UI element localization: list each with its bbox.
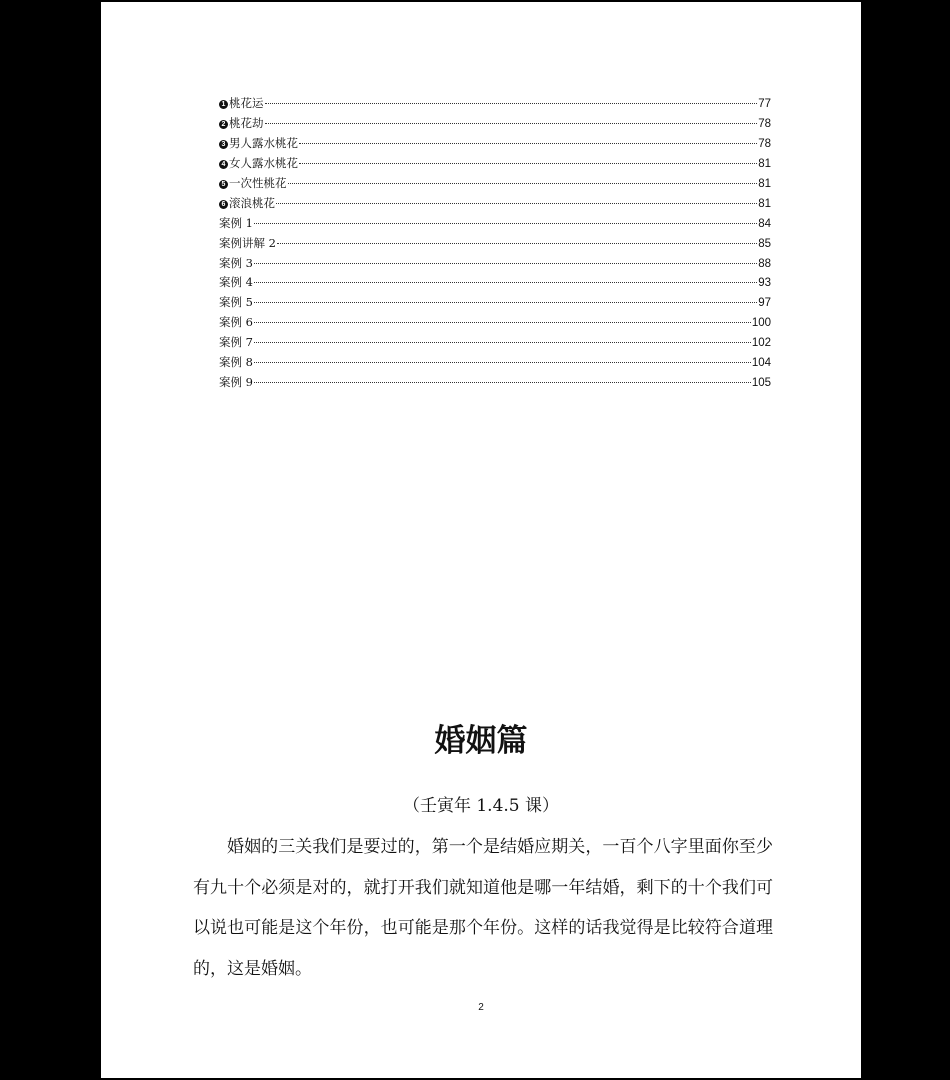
toc-dot-leader — [265, 103, 758, 104]
toc-dot-leader — [254, 223, 757, 224]
toc-entry-title: 案例 6 — [219, 315, 253, 330]
toc-entry[interactable] — [219, 274, 771, 294]
toc-dot-leader — [299, 163, 757, 164]
toc-entry-title: 一次性桃花 — [229, 175, 287, 190]
toc-dot-leader — [254, 322, 751, 323]
toc-dot-leader — [277, 243, 757, 244]
page-number: 2 — [478, 1002, 484, 1013]
toc-entry[interactable] — [219, 255, 771, 275]
toc-entry-title: 桃花劫 — [229, 115, 264, 130]
toc-entry-page: 81 — [758, 197, 771, 210]
toc-dot-leader — [254, 342, 751, 343]
toc-dot-leader — [276, 203, 757, 204]
toc-entry-title: 案例讲解 2 — [219, 235, 276, 250]
toc-entry-page: 102 — [751, 337, 771, 350]
toc-entry-title: 案例 4 — [219, 275, 253, 290]
chapter-title: 婚姻篇 — [434, 723, 528, 759]
toc-entry[interactable] — [219, 155, 771, 175]
toc-entry-page: 88 — [758, 257, 771, 270]
toc-entry-title: 案例 8 — [219, 355, 253, 370]
toc-entry-page: 100 — [751, 317, 771, 330]
toc-entry-title: 男人露水桃花 — [229, 135, 298, 150]
numbered-bullet-icon: 6 — [219, 200, 228, 209]
toc-entry-page: 81 — [758, 177, 771, 190]
toc-entry[interactable] — [219, 95, 771, 115]
toc-entry-title: 桃花运 — [229, 96, 264, 110]
toc-entry-page: 78 — [758, 137, 771, 150]
toc-entry[interactable] — [219, 314, 771, 334]
toc-entry-title: 案例 1 — [219, 215, 253, 230]
toc-entry[interactable] — [219, 115, 771, 135]
body-paragraph: 婚姻的三关我们是要过的，第一个是结婚应期关，一百个八字里面你至少有九十个必须是对的，就打开我们就知道他是哪一年结婚，剩下的十个我们可以说也可能是这个年份，也可能是那个年份。这样的话我觉得是比较符合道理的，这是婚姻。 — [193, 837, 773, 979]
numbered-bullet-icon: 2 — [219, 120, 228, 129]
numbered-bullet-icon: 4 — [219, 160, 228, 169]
toc-dot-leader — [254, 302, 757, 303]
toc-entry-page: 84 — [758, 217, 771, 230]
toc-entry-page: 104 — [751, 357, 771, 370]
toc-entry-page: 105 — [751, 377, 771, 390]
toc-entry-title: 案例 5 — [219, 295, 253, 310]
numbered-bullet-icon: 5 — [219, 180, 228, 189]
toc-entry-title: 案例 3 — [219, 255, 253, 270]
toc-dot-leader — [299, 143, 757, 144]
toc-entry[interactable] — [219, 354, 771, 374]
toc-dot-leader — [254, 382, 751, 383]
toc-entry-title: 案例 9 — [219, 375, 253, 390]
toc-entry-page: 81 — [758, 157, 771, 170]
toc-entry[interactable] — [219, 235, 771, 255]
toc-entry-page: 97 — [758, 297, 771, 310]
toc-entry-page: 93 — [758, 277, 771, 290]
toc-entry-page: 77 — [758, 98, 771, 110]
toc-entry-title: 女人露水桃花 — [229, 155, 298, 170]
toc-dot-leader — [254, 263, 757, 264]
toc-entry[interactable] — [219, 374, 771, 394]
toc-entry[interactable] — [219, 135, 771, 155]
toc-entry-title: 滚浪桃花 — [229, 195, 275, 210]
toc-entry[interactable] — [219, 334, 771, 354]
toc-entry[interactable] — [219, 294, 771, 314]
toc-entry-page: 85 — [758, 237, 771, 250]
toc-entry[interactable] — [219, 195, 771, 215]
chapter-subtitle: （壬寅年 1.4.5 课） — [402, 796, 560, 816]
toc-entry-title: 案例 7 — [219, 335, 253, 350]
toc-dot-leader — [254, 282, 757, 283]
toc-dot-leader — [254, 362, 751, 363]
toc-dot-leader — [265, 123, 758, 124]
document-page — [101, 2, 861, 1078]
toc-entry[interactable] — [219, 215, 771, 235]
numbered-bullet-icon: 3 — [219, 140, 228, 149]
numbered-bullet-icon: 1 — [219, 100, 228, 109]
toc-entry[interactable] — [219, 175, 771, 195]
table-of-contents — [219, 95, 771, 394]
toc-entry-page: 78 — [758, 117, 771, 130]
toc-dot-leader — [288, 183, 758, 184]
